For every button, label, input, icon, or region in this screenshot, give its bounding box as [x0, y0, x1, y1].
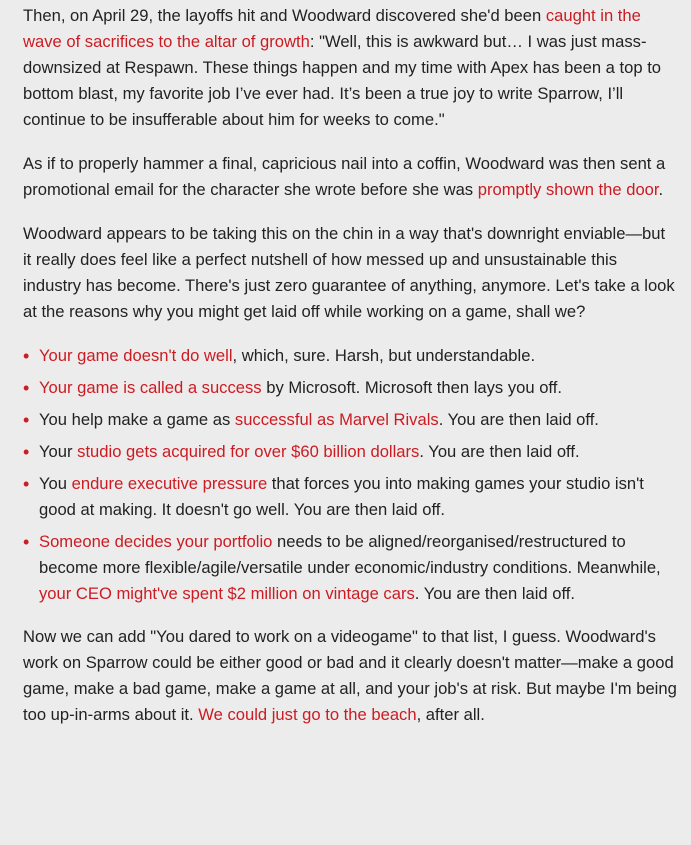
list-item-text: . You are then laid off.	[438, 410, 599, 429]
link-go-to-the-beach[interactable]: We could just go to the beach	[198, 705, 417, 724]
link-studio-acquired[interactable]: studio gets acquired for over $60 billion dollars	[77, 442, 420, 461]
list-item-text: You	[39, 474, 72, 493]
list-item	[23, 407, 677, 433]
paragraph-text: Now we can add "You dared to work on a videogame" to that list, I guess. Woodward's work on Sparrow could be either good or bad and it clearly doesn't matter—make a good game, make a bad game, make a game at all, and your job's at risk. But maybe I'm being too up-in-arms about it.	[23, 627, 677, 724]
link-caught-in-the-wave[interactable]: caught in the wave of sacrifices to the altar of growth	[23, 6, 641, 51]
link-portfolio[interactable]: Someone decides your portfolio	[39, 532, 273, 551]
paragraph-promotional-email	[23, 151, 677, 203]
paragraph-text: Then, on April 29, the layoffs hit and Woodward discovered she'd been	[23, 6, 546, 25]
list-item	[23, 375, 677, 401]
list-item	[23, 471, 677, 523]
paragraph-layoffs	[23, 3, 677, 133]
list-item	[23, 343, 677, 369]
bullet-icon: •	[23, 346, 30, 366]
paragraph-text: : "Well, this is awkward but… I was just mass-downsized at Respawn. These things happen and my time with Apex has been a top to bottom blast, my favorite job I’ve ever had. It’s been a true joy to write Sparrow, I’ll continue to be insufferable about him for weeks to come."	[23, 32, 662, 129]
link-game-doesnt-do-well[interactable]: Your game doesn't do well	[39, 346, 233, 365]
paragraph-text: .	[658, 180, 664, 199]
link-shown-the-door[interactable]: promptly shown the door	[477, 180, 659, 199]
list-item-text: , which, sure. Harsh, but understandable.	[232, 346, 536, 365]
link-ceo-vintage-cars[interactable]: your CEO might've spent $2 million on vintage cars	[39, 584, 415, 603]
paragraph-text: As if to properly hammer a final, capricious nail into a coffin, Woodward was then sent a promotional email for the character she wrote before she was	[23, 154, 666, 199]
list-item-text: Your	[39, 442, 78, 461]
list-item-text: by Microsoft. Microsoft then lays you off.	[261, 378, 562, 397]
list-item	[23, 439, 677, 465]
list-item-text: that forces you into making games your studio isn't good at making. It doesn't go well. You are then laid off.	[39, 474, 644, 519]
paragraph-text: , after all.	[416, 705, 485, 724]
list-item-text: needs to be aligned/reorganised/restructured to become more flexible/agile/versatile under economic/industry conditions. Meanwhile,	[39, 532, 661, 577]
link-marvel-rivals[interactable]: successful as Marvel Rivals	[234, 410, 439, 429]
list-item-text: . You are then laid off.	[419, 442, 580, 461]
bullet-icon: •	[23, 532, 30, 552]
paragraph-industry	[23, 221, 677, 325]
list-item-text: You help make a game as	[39, 410, 235, 429]
bullet-icon: •	[23, 474, 30, 494]
list-item-text: . You are then laid off.	[414, 584, 576, 603]
link-game-called-success[interactable]: Your game is called a success	[39, 378, 262, 397]
bullet-icon: •	[23, 442, 30, 462]
list-item	[23, 529, 677, 607]
bullet-icon: •	[23, 410, 30, 430]
link-executive-pressure[interactable]: endure executive pressure	[71, 474, 268, 493]
paragraph-conclusion	[23, 624, 677, 728]
bullet-icon: •	[23, 378, 30, 398]
paragraph-text: Woodward appears to be taking this on the chin in a way that's downright enviable—but it really does feel like a perfect nutshell of how messed up and unsustainable this industry has become. There's just zero guarantee of anything, anymore. Let's take a look at the reasons why you might get laid off while working on a game, shall we?	[23, 224, 675, 321]
layoff-reasons-list	[23, 343, 677, 607]
